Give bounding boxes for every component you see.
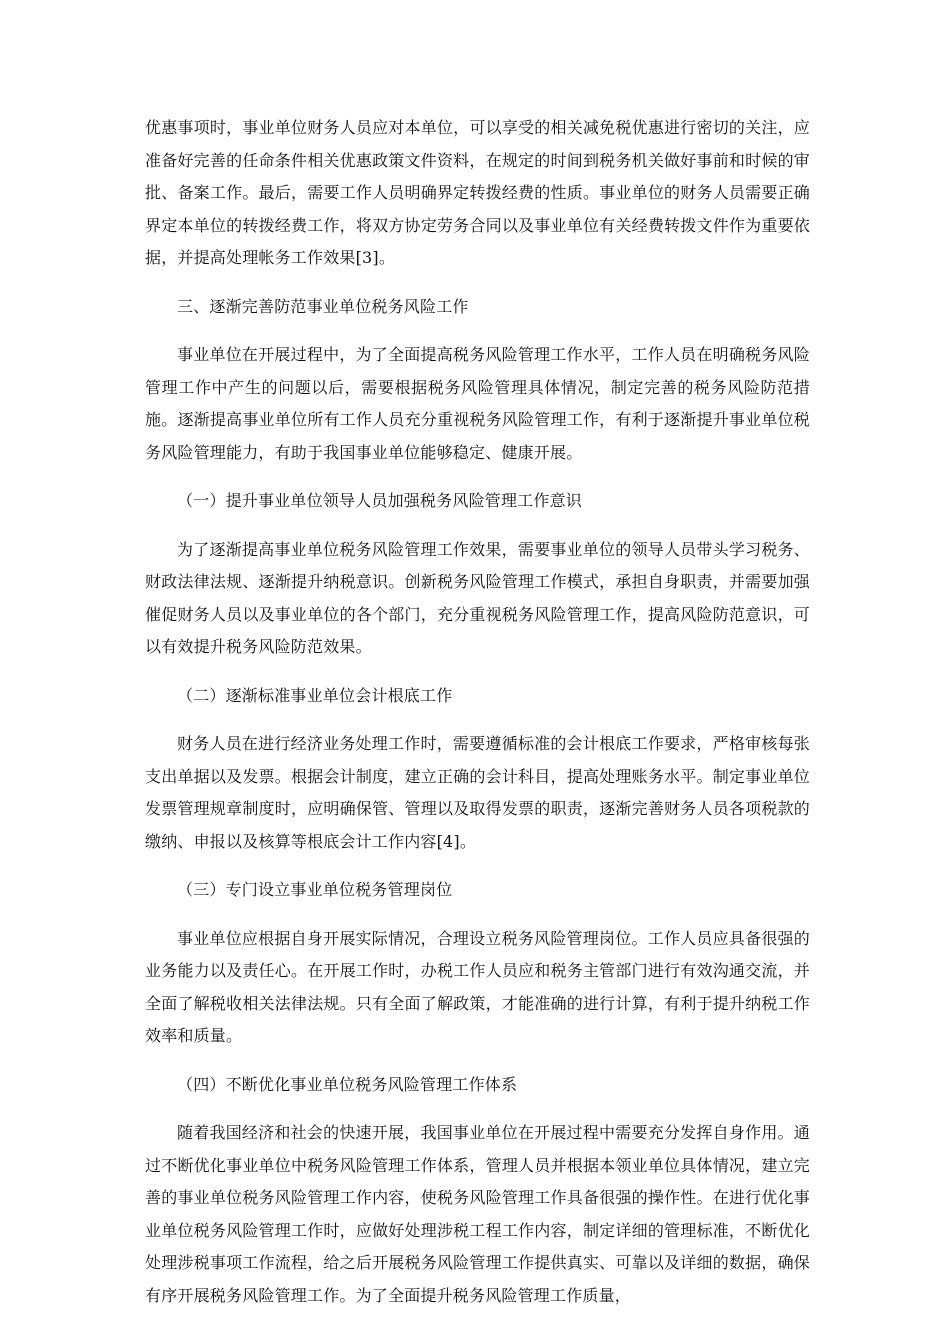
section-heading-3: 三、逐渐完善防范事业单位税务风险工作 xyxy=(177,296,469,316)
subsection-heading-1: （一）提升事业单位领导人员加强税务风险管理工作意识 xyxy=(177,491,583,510)
subsection-heading-2: （二）逐渐标准事业单位会计根底工作 xyxy=(177,685,453,705)
subsection-heading-4: （四）不断优化事业单位税务风险管理工作体系 xyxy=(177,1074,518,1094)
paragraph-subsection-4: 随着我国经济和社会的快速开展，我国事业单位在开展过程中需要充分发挥自身作用。通过不断优化事业单位中税务风险管理工作体系，管理人员并根据本领业单位具体情况，建立完善的事业单位税务风险管理工作内容，使税务风险管理工作具备很强的操作性。在进行优化事业单位税务风险管理工作时，应做好处理涉税工程工作内容，制定详细的管理标准，不断优化处理涉税事项工作流程，给之后开展税务风险管理工作提供真实、可靠以及详细的数据，确保有序开展税务风险管理工作。为了全面提升税务风险管理工作质量， xyxy=(145,1123,810,1305)
subsection-heading-3: （三）专门设立事业单位税务管理岗位 xyxy=(177,880,453,899)
paragraph-continued: 优惠事项时，事业单位财务人员应对本单位，可以享受的相关减免税优惠进行密切的关注，应准备好完善的任命条件相关优惠政策文件资料，在规定的时间到税务机关做好事前和时候的审批、备案工作。最后，需要工作人员明确界定转拨经费的性质。事业单位的财务人员需要正确界定本单位的转拨经费工作，将双方协定劳务合同以及事业单位有关经费转拨文件作为重要依据，并提高处理帐务工作效果[3]。 xyxy=(145,118,810,267)
document-page xyxy=(145,112,810,1328)
paragraph-subsection-3: 事业单位应根据自身开展实际情况，合理设立税务风险管理岗位。工作人员应具备很强的业务能力以及责任心。在开展工作时，办税工作人员应和税务主管部门进行有效沟通交流，并全面了解税收相关法律法规。只有全面了解政策，才能准确的进行计算，有利于提升纳税工作效率和质量。 xyxy=(145,928,810,1045)
paragraph-subsection-2: 财务人员在进行经济业务处理工作时，需要遵循标准的会计根底工作要求，严格审核每张支出单据以及发票。根据会计制度，建立正确的会计科目，提高处理账务水平。制定事业单位发票管理规章制度时，应明确保管、管理以及取得发票的职责，逐渐完善财务人员各项税款的缴纳、申报以及核算等根底会计工作内容[4]。 xyxy=(145,734,810,851)
paragraph-section-3-intro: 事业单位在开展过程中，为了全面提高税务风险管理工作水平，工作人员在明确税务风险管理工作中产生的问题以后，需要根据税务风险管理具体情况，制定完善的税务风险防范措施。逐渐提高事业单位所有工作人员充分重视税务风险管理工作，有利于逐渐提升事业单位税务风险管理能力，有助于我国事业单位能够稳定、健康开展。 xyxy=(145,345,810,462)
paragraph-subsection-1: 为了逐渐提高事业单位税务风险管理工作效果，需要事业单位的领导人员带头学习税务、财政法律法规、逐渐提升纳税意识。创新税务风险管理工作模式，承担自身职责，并需要加强催促财务人员以及事业单位的各个部门，充分重视税务风险管理工作，提高风险防范意识，可以有效提升税务风险防范效果。 xyxy=(145,539,810,656)
